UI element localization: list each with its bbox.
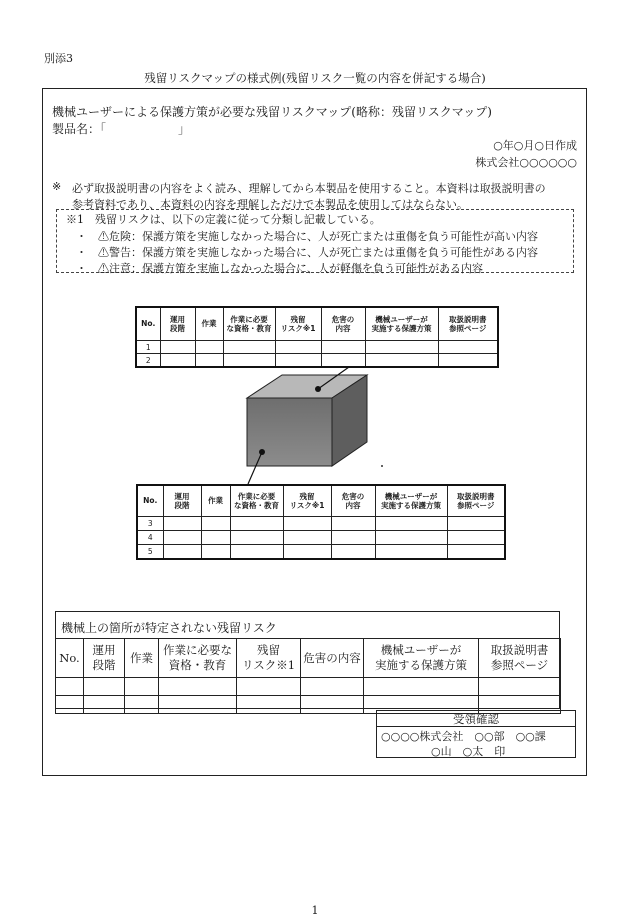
figure-b-header-2: 作業: [201, 485, 230, 517]
table-cell: [195, 354, 223, 368]
created-date: ○年○月○日作成: [493, 139, 577, 152]
unlocated-risk-table: [55, 638, 561, 714]
definition-bullet: ・: [76, 246, 87, 259]
table-cell: [438, 341, 498, 354]
table-cell: [230, 545, 283, 560]
table-cell: [447, 531, 505, 545]
table-cell: [283, 531, 331, 545]
table-cell: [438, 354, 498, 368]
figure-a-header-7: 取扱説明書 参照ページ: [438, 307, 498, 341]
table-cell: [230, 531, 283, 545]
lower-header-1: 運用 段階: [84, 639, 125, 678]
table-row: [137, 517, 505, 531]
page-number: 1: [311, 904, 319, 917]
figure-table-upper: [135, 306, 499, 368]
table-row: [56, 678, 561, 696]
product-name-line: 製品名：「 」: [52, 122, 191, 136]
table-cell: [375, 531, 447, 545]
table-cell: [365, 354, 438, 368]
table-cell: [365, 341, 438, 354]
table-cell: [163, 517, 201, 531]
notice-mark: ※: [52, 180, 62, 193]
leader-dot-upper: [315, 386, 321, 392]
table-cell: [160, 354, 195, 368]
figure-a-header-6: 機械ユーザーが 実施する保護方策: [365, 307, 438, 341]
annex-label: 別添3: [44, 52, 73, 65]
lower-header-4: 残留 リスク※1: [237, 639, 301, 678]
figure-a-header-3: 作業に必要 な資格・教育: [223, 307, 275, 341]
lower-header-7: 取扱説明書 参照ページ: [479, 639, 561, 678]
definition-bullet: ・: [76, 262, 87, 275]
table-cell: [447, 545, 505, 560]
table-cell: [201, 531, 230, 545]
figure-b-header-4: 残留 リスク※1: [283, 485, 331, 517]
receipt-organization: ○○○○株式会社 ○○部 ○○課: [381, 730, 546, 743]
table-cell: [275, 354, 321, 368]
company-name: 株式会社○○○○○○: [475, 156, 577, 169]
unlocated-risk-title: 機械上の箇所が特定されない残留リスク: [61, 621, 277, 635]
definition-caution: ⚠注意：保護方策を実施しなかった場合に、人が軽傷を負う可能性がある内容: [98, 262, 483, 275]
table-row: [137, 545, 505, 560]
table-cell: [201, 545, 230, 560]
table-row: [137, 531, 505, 545]
table-cell: [331, 517, 375, 531]
definition-bullet: ・: [76, 230, 87, 243]
lower-header-2: 作業: [125, 639, 159, 678]
row-number: 5: [137, 545, 163, 560]
table-cell: [160, 341, 195, 354]
table-cell: [163, 545, 201, 560]
table-cell: [321, 354, 365, 368]
receipt-title: 受領確認: [453, 712, 499, 726]
figure-a-header-5: 危害の 内容: [321, 307, 365, 341]
row-number: 1: [136, 341, 160, 354]
lower-header-5: 危害の内容: [301, 639, 364, 678]
table-cell: [447, 517, 505, 531]
figure-a-header-4: 残留 リスク※1: [275, 307, 321, 341]
definition-heading: ※1 残留リスクは、以下の定義に従って分類し記載している。: [66, 213, 381, 226]
lower-header-3: 作業に必要な 資格・教育: [159, 639, 237, 678]
document-title: 残留リスクマップの様式例(残留リスク一覧の内容を併記する場合): [144, 71, 486, 85]
figure-a-header-0: No.: [136, 307, 160, 341]
figure-b-header-0: No.: [137, 485, 163, 517]
table-cell: [163, 531, 201, 545]
lower-header-0: No.: [56, 639, 84, 678]
leader-dot-lower: [259, 449, 265, 455]
table-cell: [283, 545, 331, 560]
table-cell: [195, 341, 223, 354]
table-row: [136, 354, 498, 368]
map-heading: 機械ユーザーによる保護方策が必要な残留リスクマップ(略称：残留リスクマップ): [52, 105, 492, 119]
table-cell: [375, 517, 447, 531]
row-number: 2: [136, 354, 160, 368]
row-number: 3: [137, 517, 163, 531]
table-cell: [331, 545, 375, 560]
lower-header-6: 機械ユーザーが 実施する保護方策: [364, 639, 479, 678]
small-dot: [381, 465, 383, 467]
receipt-names-seal: ○山 ○太 印: [431, 745, 506, 758]
table-cell: [223, 341, 275, 354]
figure-b-header-3: 作業に必要 な資格・教育: [230, 485, 283, 517]
table-cell: [230, 517, 283, 531]
figure-b-header-7: 取扱説明書 参照ページ: [447, 485, 505, 517]
table-cell: [375, 545, 447, 560]
definition-danger: ⚠危険：保護方策を実施しなかった場合に、人が死亡または重傷を負う可能性が高い内容: [98, 230, 538, 243]
figure-table-lower: [136, 484, 506, 560]
figure-a-header-1: 運用 段階: [160, 307, 195, 341]
figure-b-header-6: 機械ユーザーが 実施する保護方策: [375, 485, 447, 517]
figure-b-header-5: 危害の 内容: [331, 485, 375, 517]
table-cell: [201, 517, 230, 531]
notice-text-line-2: 参考資料であり、本資料の内容を理解しただけで本製品を使用してはならない。: [72, 198, 468, 211]
machine-box-icon: [247, 375, 367, 466]
table-cell: [331, 531, 375, 545]
notice-text-line-1: 必ず取扱説明書の内容をよく読み、理解してから本製品を使用すること。本資料は取扱説明書の: [72, 182, 546, 195]
table-cell: [283, 517, 331, 531]
figure-a-header-2: 作業: [195, 307, 223, 341]
table-row: [136, 341, 498, 354]
table-cell: [321, 341, 365, 354]
row-number: 4: [137, 531, 163, 545]
table-cell: [275, 341, 321, 354]
definition-warning: ⚠警告：保護方策を実施しなかった場合に、人が死亡または重傷を負う可能性がある内容: [98, 246, 538, 259]
table-cell: [223, 354, 275, 368]
figure-b-header-1: 運用 段階: [163, 485, 201, 517]
